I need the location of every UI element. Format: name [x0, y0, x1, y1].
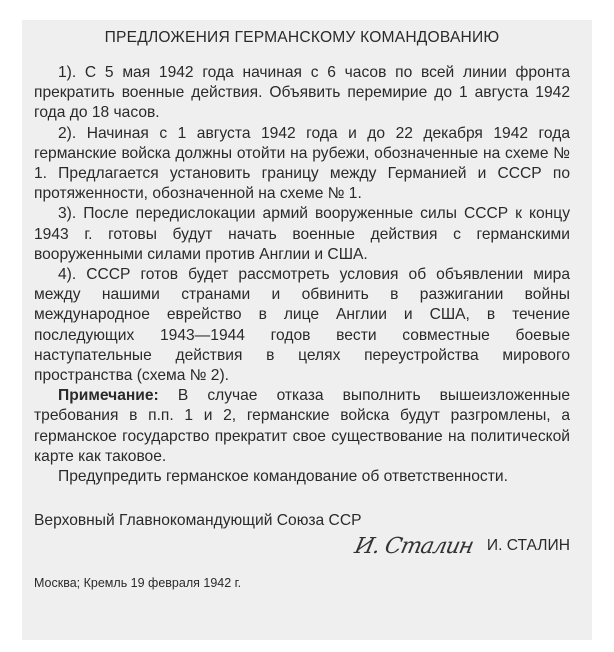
signature-row: [34, 531, 570, 561]
warning-paragraph: Предупредить германское командование об ответственности.: [58, 468, 508, 486]
paragraph-4: 4). СССР готов будет рассмотреть условия об объявлении мира между нашими странами и обвинить в разжигании войны международное еврейство в лице Англии и США, в течение последующих 1943—1944 годов вести совместные боевые наступательные действия в целях переустройства мирового пространства (схема № 2).: [34, 266, 570, 385]
document-page: [22, 20, 592, 640]
note-paragraph: [34, 386, 570, 467]
document-title: ПРЕДЛОЖЕНИЯ ГЕРМАНСКОМУ КОМАНДОВАНИЮ: [104, 29, 500, 46]
signature-block: [34, 511, 570, 591]
paragraph-3: 3). После передислокации армий вооруженные силы СССР к концу 1943 г. готовы будут начать военные действия с германскими вооруженными силами против Англии и США.: [34, 205, 570, 263]
document-body: [34, 63, 570, 487]
signatory-name: И. СТАЛИН: [486, 537, 570, 555]
signatory-title: Верховный Главнокомандующий Союза ССР: [34, 512, 362, 530]
handwritten-signature: И. Сталин: [352, 533, 476, 559]
place-date: Москва; Кремль 19 февраля 1942 г.: [34, 576, 242, 591]
note-label: Примечание:: [58, 387, 159, 405]
paragraph-1: 1). С 5 мая 1942 года начиная с 6 часов по всей линии фронта прекратить военные действия. Объявить перемирие до 1 августа 1942 года до 18 часов.: [34, 64, 570, 122]
paragraph-2: 2). Начиная с 1 августа 1942 года и до 22 декабря 1942 года германские войска должны отойти на рубежи, обозначенные на схеме № 1. Предлагается установить границу между Германией и СССР по протяженности, обозначенной на схеме № 1.: [34, 124, 570, 203]
note-text: В случае отказа выполнить вышеизложенные требования в п.п. 1 и 2, германские войска будут разгромлены, а германское государство прекратит свое существование на политической карте как таковое.: [34, 387, 570, 465]
